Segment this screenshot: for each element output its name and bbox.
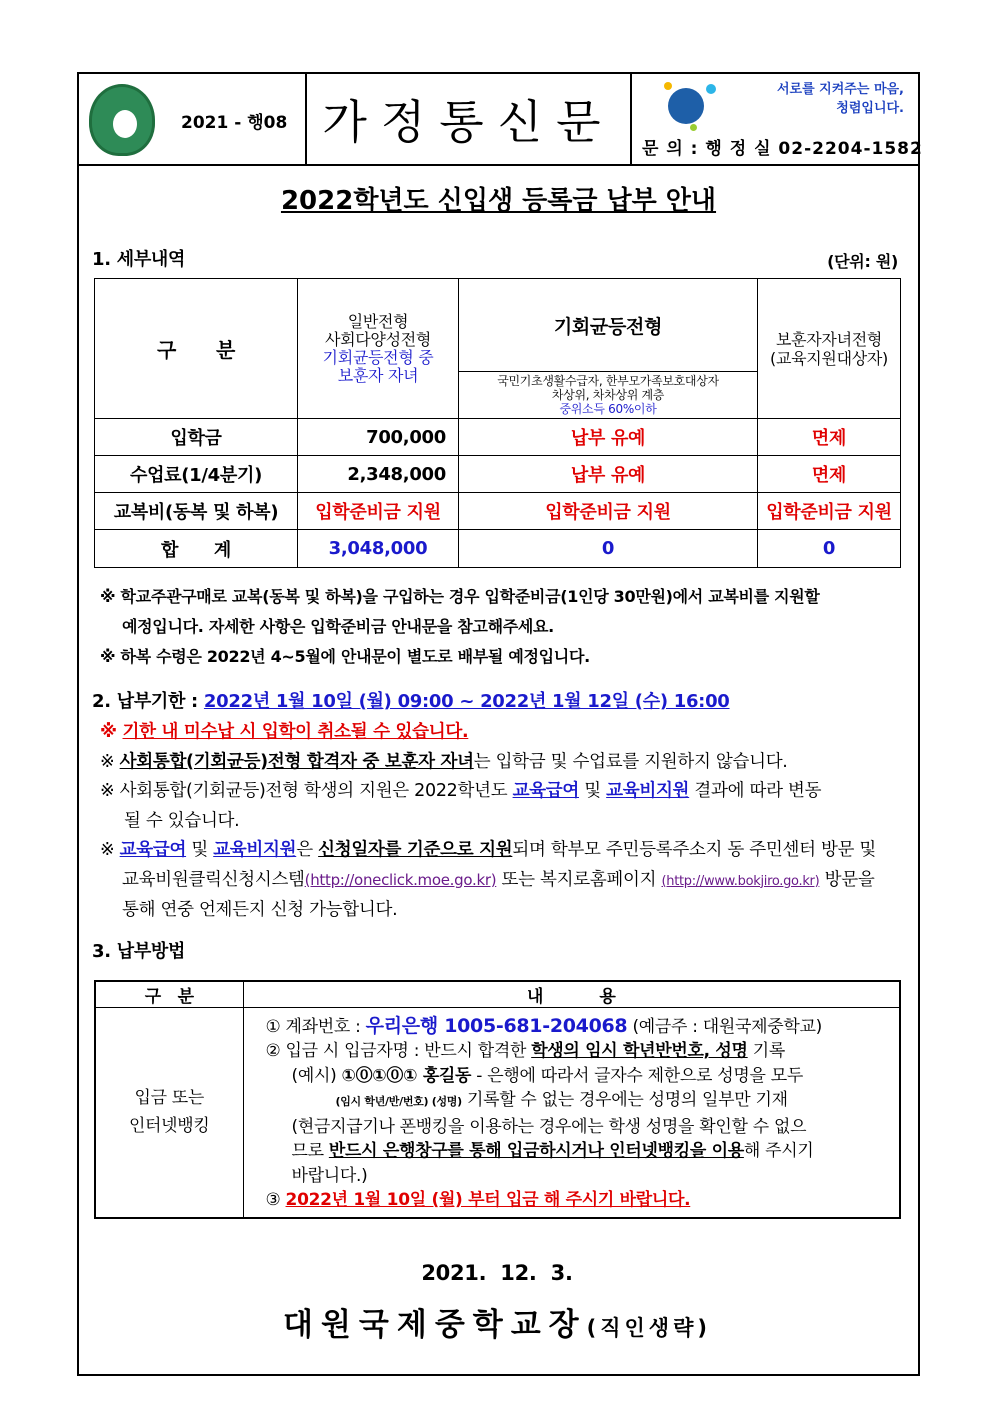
- note-text: 방문을: [819, 869, 875, 890]
- cell-veteran: 면제: [758, 419, 901, 456]
- education-benefit-link[interactable]: 교육급여: [512, 781, 579, 801]
- note-text: 사회통합(기회균등)전형 학생의 지원은 2022학년도: [119, 781, 513, 801]
- row-label: 수업료(1/4분기): [95, 456, 298, 493]
- note: 예정입니다. 자세한 사항은 입학준비금 안내문을 참고해주세요.: [122, 617, 554, 636]
- dot-icon: [664, 82, 672, 90]
- contact-info: 문 의 : 행 정 실 02-2204-1582: [642, 139, 923, 159]
- method-content: [243, 1007, 900, 1218]
- text: 므로: [291, 1141, 329, 1161]
- note: [100, 836, 902, 866]
- warning-text: 기한 내 미수납 시 입학이 취소될 수 있습니다.: [122, 722, 469, 742]
- cell-equal: 납부 유예: [459, 456, 758, 493]
- cell-general: 입학준비금 지원: [298, 493, 459, 530]
- depositor-line: [266, 1039, 890, 1064]
- payment-method-table: [94, 980, 901, 1219]
- header: [79, 74, 923, 166]
- note-text: 는 입학금 및 수업료를 지원하지 않습니다.: [473, 751, 788, 772]
- cell-general: 700,000: [298, 419, 459, 456]
- account-line: [266, 1014, 890, 1040]
- header-equal-sub: [459, 372, 758, 419]
- text: ① 계좌번호 :: [265, 1016, 366, 1037]
- note-text: 통해 연중 언제든지 신청 가능합니다.: [122, 900, 398, 920]
- fee-table: [94, 278, 901, 568]
- start-date-text: 2022년 1월 10일 (월) 부터 입금 해 주시기 바랍니다.: [285, 1190, 691, 1210]
- slogan-line: 청렴입니다.: [836, 101, 904, 116]
- text: (예시): [291, 1065, 342, 1086]
- table-row: [95, 419, 901, 456]
- slogan: [777, 80, 904, 118]
- education-support-link[interactable]: 교육비지원: [213, 840, 297, 860]
- cell-veteran: 입학준비금 지원: [758, 493, 901, 530]
- cell-veteran: 0: [758, 530, 901, 568]
- section1-heading: 1. 세부내역: [92, 249, 186, 270]
- dot-icon: [690, 124, 697, 131]
- method-line: 입금 또는: [134, 1088, 205, 1108]
- cell-equal: 납부 유예: [459, 419, 758, 456]
- issue-date: 2021. 12. 3.: [421, 1260, 573, 1285]
- bokjiro-url-link[interactable]: (http://www.bokjiro.go.kr): [661, 873, 820, 889]
- section2-notes: [100, 718, 902, 926]
- signature: [92, 1305, 902, 1350]
- note-mark: ※: [100, 722, 117, 742]
- education-support-link[interactable]: 교육비지원: [606, 781, 690, 801]
- cell-equal: 입학준비금 지원: [459, 493, 758, 530]
- section2-heading: [92, 690, 902, 714]
- header-content: 내 용: [243, 981, 900, 1008]
- slogan-line: 서로를 지켜주는 마음,: [776, 82, 904, 97]
- header-left: [79, 74, 307, 164]
- table-header-row: [95, 981, 900, 1008]
- newsletter-title: 가정통신문: [307, 74, 632, 164]
- note: [100, 748, 902, 778]
- text: 기록할 수 없는 경우에는 성명의 일부만 기재: [461, 1090, 788, 1110]
- cell-veteran: 면제: [758, 456, 901, 493]
- header-line: 국민기초생활수급자, 한부모가족보호대상자: [497, 374, 719, 388]
- note: ※ 하복 수령은 2022년 4~5월에 안내문이 별도로 배부될 예정입니다.: [100, 647, 590, 666]
- note-mark: ※: [100, 751, 115, 772]
- note-text: 또는 복지로홈페이지: [496, 869, 662, 890]
- table-total-row: [95, 530, 901, 568]
- header-line: 차상위, 차차상위 계층: [551, 388, 665, 402]
- payment-period: 2022년 1월 10일 (월) 09:00 ~ 2022년 1월 12일 (수) 16:00: [203, 691, 730, 712]
- table-row: [95, 456, 901, 493]
- note-text: 결과에 따라 변동: [689, 781, 822, 801]
- header-line: (교육지원대상자): [770, 348, 888, 368]
- note-text: 되며 학부모 주민등록주소지 동 주민센터 방문 및: [512, 840, 877, 860]
- table-notes: [100, 582, 902, 672]
- warning-note: [100, 718, 902, 748]
- header-line: 중위소득 60%이하: [559, 402, 657, 416]
- header-line: 보훈자 자녀: [337, 365, 419, 385]
- header-category: 구 분: [95, 981, 243, 1008]
- heading-label: 2. 납부기한 :: [92, 691, 204, 712]
- text: (현금지급기나 폰뱅킹을 이용하는 경우에는 학생 성명을 확인할 수 없으: [291, 1116, 807, 1137]
- note-bold: 사회통합(기회균등)전형 합격자 중 보훈자 자녀: [119, 751, 474, 772]
- header-right: [632, 74, 923, 164]
- row-label: 합 계: [95, 530, 298, 568]
- cell-equal: 0: [459, 530, 758, 568]
- school-logo-icon: [89, 84, 155, 156]
- header-equal: 기회균등전형: [459, 279, 758, 372]
- text: ③: [265, 1190, 286, 1210]
- note-text: 및: [186, 840, 214, 860]
- note-mark: ※: [100, 840, 115, 860]
- text: - 은행에 따라서 글자수 제한으로 성명을 모두: [471, 1065, 803, 1086]
- seal-omitted: (직인생략): [586, 1315, 711, 1340]
- text: 해 주시기: [743, 1141, 814, 1161]
- school-principal: 대원국제중학교장: [283, 1306, 587, 1343]
- note-text: 은: [296, 840, 319, 860]
- note-text: 교육비원클릭신청시스템: [122, 869, 305, 890]
- note: [100, 866, 902, 897]
- header-line: 사회다양성전형: [324, 329, 432, 349]
- cell-general: 2,348,000: [298, 456, 459, 493]
- header-line: 기회균등전형 중: [322, 347, 434, 367]
- row-label: 교복비(동복 및 하복): [95, 493, 298, 530]
- document-body: [79, 248, 918, 1350]
- education-benefit-link[interactable]: 교육급여: [119, 840, 187, 860]
- section3-heading: 3. 납부방법: [92, 940, 186, 962]
- text-bold: 반드시 은행창구를 통해 입금하시거나 인터넷뱅킹을 이용: [328, 1141, 744, 1161]
- text-line: [266, 1139, 890, 1164]
- example-code: ①⓪①⓪① 홍길동: [341, 1065, 472, 1086]
- method-line: 인터넷뱅킹: [128, 1116, 210, 1136]
- table-row: [95, 493, 901, 530]
- note-mark: ※: [100, 781, 115, 801]
- document-title: 2022학년도 신입생 등록금 납부 안내: [280, 186, 717, 216]
- issue-number: 2021 - 행08: [181, 113, 288, 133]
- integrity-logo-icon: [668, 88, 704, 124]
- note-text: 될 수 있습니다.: [124, 810, 240, 831]
- cell-general: 3,048,000: [298, 530, 459, 568]
- bank-account: 우리은행 1005-681-204068: [365, 1014, 628, 1037]
- table-row: [95, 1007, 900, 1218]
- example-caption: (임시 학년/반/번호) (성명): [335, 1095, 462, 1108]
- header-line: 보훈자자녀전형: [775, 329, 883, 349]
- note: ※ 학교주관구매로 교복(동복 및 하복)을 구입하는 경우 입학준비금(1인당 30만원)에서 교복비를 지원할: [100, 587, 820, 606]
- start-date-line: [266, 1188, 890, 1213]
- oneclick-url-link[interactable]: (http://oneclick.moe.go.kr): [304, 870, 497, 889]
- note-text: 및: [579, 781, 607, 801]
- text: (예금주 : 대원국제중학교): [627, 1016, 822, 1037]
- note: [100, 777, 902, 807]
- text: ② 입금 시 입금자명 : 반드시 합격한: [265, 1041, 532, 1061]
- method-cell: [95, 1007, 243, 1218]
- text-bold: 학생의 임시 학년반번호, 성명: [531, 1041, 748, 1061]
- note-bold: 신청일자를 기준으로 지원: [318, 840, 513, 860]
- header-veteran: [758, 279, 901, 419]
- dot-icon: [706, 84, 716, 94]
- header-general: [298, 279, 459, 419]
- notice-frame: [77, 72, 923, 1376]
- example-line: [266, 1064, 890, 1089]
- header-line: 일반전형: [347, 311, 409, 331]
- header-category: 구 분: [95, 279, 298, 419]
- text: 바랍니다.): [291, 1165, 368, 1186]
- text: 기록: [747, 1041, 786, 1061]
- example-line: [266, 1088, 890, 1115]
- row-label: 입학금: [95, 419, 298, 456]
- section1-header: [92, 248, 902, 272]
- unit-label: (단위: 원): [827, 252, 898, 271]
- table-header-row: [95, 279, 901, 372]
